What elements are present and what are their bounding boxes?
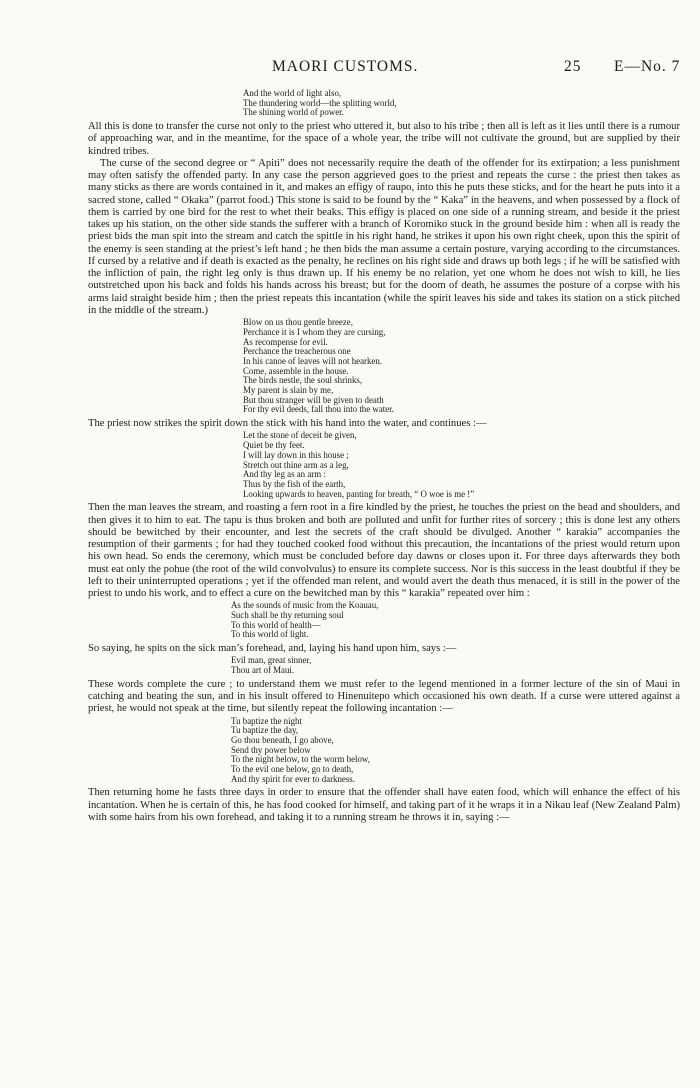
verse-line: To this world of light. xyxy=(231,629,309,640)
paragraph: Then the man leaves the stream, and roasting a fern root in a fire kindled by the priest, he touches the priest on the head and shoulders, and then gives it to him to eat. The tapu is thus broken and both are polluted and unfit for further rites of sorcery ; this is done lest any others should be bewitched by their encounter, and lest the secrets of the craft should be divulged. Another “ karakia” accompanies the resumption of their garments ; for had they touched cooked food without this precaution, the incantations of the priest would return upon his own head. So ends the ceremony, which must be concluded before day dawns or closes upon it. For three days afterwards they both must eat only the pohue (the root of the wild convolvulus) to ensure its complete success. Nor is this success in the least doubtful if they be left to their uninterrupted operations ; yet if the offended man relent, and would avert the death thus menaced, it is still in the power of the priest to undo his work, and to effect a cure on the bewitched man by this “ karakia” repeated over him : xyxy=(88,502,680,600)
paragraph: Then returning home he fasts three days in order to ensure that the offender shall have eaten food, which will enhance the effect of his incantation. When he is certain of this, he has food cooked for himself, and taking part of it he wraps it in a Nikau leaf (New Zealand Palm) with some hairs from his own forehead, and taking it to a running stream he throws it in, saying :— xyxy=(88,787,680,823)
verse-line: The thundering world—the splitting world, xyxy=(243,97,397,108)
verse-block xyxy=(88,601,680,640)
verse-block xyxy=(88,318,680,415)
verse-line: To the evil one below, go to death, xyxy=(231,764,354,775)
verse-line: And thy leg as an arm : xyxy=(243,469,326,480)
verse-line: As the sounds of music from the Koauau, xyxy=(231,600,379,611)
paragraph: All this is done to transfer the curse not only to the priest who uttered it, but also to his tribe ; then all is left as it lies until there is a rumour of approaching war, and in the meantime, for the space of a whole year, the tribe will not cultivate the ground, but are supplied by their kindred tribes. xyxy=(88,121,680,157)
verse-block xyxy=(88,656,680,675)
verse-line: The shining world of power. xyxy=(243,107,344,118)
verse-line: The birds nestle, the soul shrinks, xyxy=(243,375,363,386)
paragraph: The curse of the second degree or “ Apiti” does not necessarily require the death of the offender for its extirpation; a less punishment may often satisfy the offended party. In any case the person aggrieved goes to the priest and repeats the curse : the priest then takes as many sticks as there are words contained in it, and makes an effigy of raupo, into this he puts these sticks, and for the heart he puts into it a sacred stone, called “ Okaka” (parrot food.) This stone is said to be found by the “ Kaka” in the heavens, and when possessed by a flock of them is carried by one bird for the rest to whet their beaks. This effigy is placed on one side of a running stream, and beside it the priest takes up his station, on the other side stands the sufferer with a branch of Koromiko stuck in the ground beside him : when all is ready the priest bids the man spit into the stream and catch the spittle in his right hand, he strikes it upon his own right cheek, upon this the spirit of the enemy is seen standing at the priest’s left hand ; he then bids the man assume a certain posture, varying according to the circumstances. If cursed by a relative and if death is exacted as the penalty, he reclines on his right side and draws up both legs ; if he will be satisfied with the infliction of pain, the right leg only is thus drawn up. If his enemy be no relation, yet one whom he does not wish to kill, he lies outstretched upon his back and folds his hands across his breast; but for the doom of death, he assumes the posture of a corpse with his arms laid straight beside him ; then the priest repeats this incantation (while the spirit leaves his side and takes its station on a stick pitched in the middle of the stream.) xyxy=(88,157,680,316)
verse-line: My parent is slain by me, xyxy=(243,385,334,396)
verse-line: Looking upwards to heaven, panting for breath, “ O woe is me !” xyxy=(243,488,475,499)
verse-line: Thou art of Maui. xyxy=(231,665,295,676)
verse-line: For thy evil deeds, fall thou into the water. xyxy=(243,404,394,415)
verse-line: In his canoe of leaves will not hearken. xyxy=(243,355,382,366)
verse-line: Stretch out thine arm as a leg, xyxy=(243,459,349,470)
verse-line: Go thou beneath, I go above, xyxy=(231,734,334,745)
page-header xyxy=(88,58,682,78)
verse-block xyxy=(88,89,680,118)
verse-line: Send thy power below xyxy=(231,744,311,755)
verse-line: To this world of health— xyxy=(231,619,321,630)
verse-line: Quiet be thy feet. xyxy=(243,440,305,451)
verse-line: Come, assemble in the house. xyxy=(243,365,349,376)
verse-line: To the night below, to the worm below, xyxy=(231,754,370,765)
verse-block xyxy=(88,717,680,785)
verse-line: Evil man, great sinner, xyxy=(231,655,312,666)
verse-line: Such shall be thy returning soul xyxy=(231,610,344,621)
verse-line: Tu baptize the night xyxy=(231,715,302,726)
verse-line: Thus by the fish of the earth, xyxy=(243,478,346,489)
paragraph: These words complete the cure ; to understand them we must refer to the legend mentioned in a former lecture of the sin of Maui in catching and beating the sun, and in his insult offered to Hinenuitepo which occasioned his own death. If a curse were uttered against a priest, he would not speak at the time, but silently repeat the following incantation :— xyxy=(88,678,680,715)
verse-block xyxy=(88,431,680,499)
verse-line: I will lay down in this house ; xyxy=(243,449,349,460)
sessional-paper-number: E—No. 7 xyxy=(614,58,681,75)
verse-line: Perchance the treacherous one xyxy=(243,346,351,357)
verse-line: Tu baptize the day, xyxy=(231,725,299,736)
verse-line: And thy spirit for ever to darkness. xyxy=(231,773,355,784)
verse-line: As recompense for evil. xyxy=(243,336,328,347)
paragraph: The priest now strikes the spirit down the stick with his hand into the water, and continues :— xyxy=(88,418,487,430)
page-body xyxy=(88,88,680,824)
paragraph: So saying, he spits on the sick man’s forehead, and, laying his hand upon him, says :— xyxy=(88,643,457,655)
verse-line: And the world of light also, xyxy=(243,88,342,98)
verse-line: But thou stranger will be given to death xyxy=(243,394,384,405)
page-number: 25 xyxy=(564,58,582,75)
verse-line: Perchance it is I whom they are cursing, xyxy=(243,326,386,337)
verse-line: Blow on us thou gentle breeze, xyxy=(243,317,353,328)
verse-line: Let the stone of deceit be given, xyxy=(243,430,357,441)
running-title: MAORI CUSTOMS. xyxy=(272,58,419,75)
